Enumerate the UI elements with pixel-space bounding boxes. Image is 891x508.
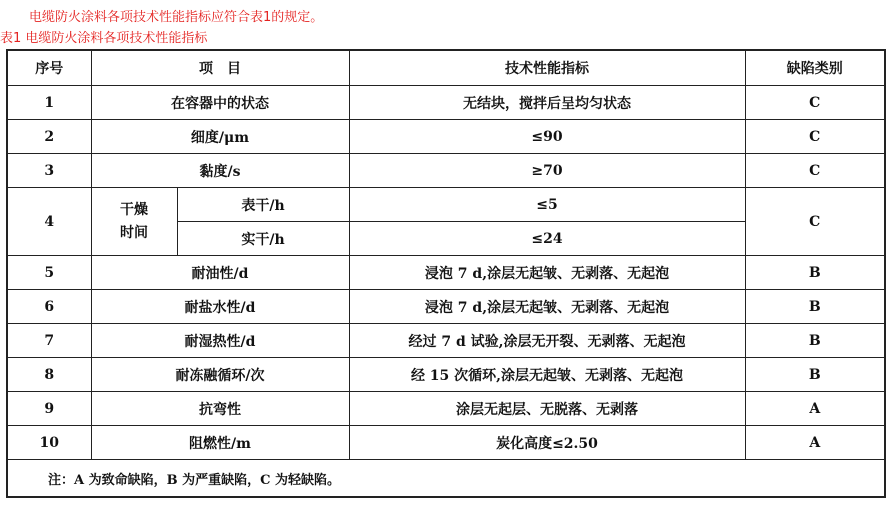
row-spec: ≥70 [349, 154, 745, 188]
row-spec: 炭化高度≤2.50 [349, 426, 745, 460]
spec-table [6, 49, 886, 498]
row-spec: ≤90 [349, 120, 745, 154]
row-class: A [745, 392, 885, 426]
table-row [7, 290, 885, 324]
row-item: 耐盐水性/d [91, 290, 349, 324]
row-item: 耐油性/d [91, 256, 349, 290]
row-no: 6 [7, 290, 91, 324]
row-class: C [745, 120, 885, 154]
row-class: C [745, 86, 885, 120]
row-no: 8 [7, 358, 91, 392]
row-no: 7 [7, 324, 91, 358]
row-subitem: 实干/h [177, 222, 349, 256]
row-class: B [745, 324, 885, 358]
row-no: 4 [7, 188, 91, 256]
row-no: 2 [7, 120, 91, 154]
row-item: 耐湿热性/d [91, 324, 349, 358]
row-group: 干燥 时间 [91, 188, 177, 256]
table-row [7, 392, 885, 426]
table-row [7, 154, 885, 188]
row-no: 1 [7, 86, 91, 120]
header-spec: 技术性能指标 [349, 50, 745, 86]
row-no: 3 [7, 154, 91, 188]
table-row [7, 324, 885, 358]
note-row [7, 460, 885, 498]
table-row [7, 86, 885, 120]
row-no: 10 [7, 426, 91, 460]
table-note: 注：A 为致命缺陷，B 为严重缺陷，C 为轻缺陷。 [7, 460, 885, 498]
row-spec: ≤24 [349, 222, 745, 256]
row-spec: 涂层无起层、无脱落、无剥落 [349, 392, 745, 426]
table-row [7, 426, 885, 460]
table-caption: 表1 电缆防火涂料各项技术性能指标 [0, 31, 208, 46]
row-class: B [745, 256, 885, 290]
header-class: 缺陷类别 [745, 50, 885, 86]
row-item: 黏度/s [91, 154, 349, 188]
row-spec: 浸泡 7 d,涂层无起皱、无剥落、无起泡 [349, 256, 745, 290]
header-item: 项 目 [91, 50, 349, 86]
row-item: 细度/μm [91, 120, 349, 154]
row-no: 5 [7, 256, 91, 290]
row-spec: 无结块，搅拌后呈均匀状态 [349, 86, 745, 120]
row-spec: 经 15 次循环,涂层无起皱、无剥落、无起泡 [349, 358, 745, 392]
row-class: C [745, 188, 885, 256]
table-row [7, 188, 885, 222]
row-class: A [745, 426, 885, 460]
table-row [7, 358, 885, 392]
row-subitem: 表干/h [177, 188, 349, 222]
row-class: B [745, 290, 885, 324]
row-item: 阻燃性/m [91, 426, 349, 460]
header-no: 序号 [7, 50, 91, 86]
header-row [7, 50, 885, 86]
row-item: 在容器中的状态 [91, 86, 349, 120]
intro-text: 电缆防火涂料各项技术性能指标应符合表1的规定。 [29, 10, 324, 25]
row-item: 耐冻融循环/次 [91, 358, 349, 392]
table-row [7, 256, 885, 290]
row-item: 抗弯性 [91, 392, 349, 426]
row-spec: 浸泡 7 d,涂层无起皱、无剥落、无起泡 [349, 290, 745, 324]
row-class: C [745, 154, 885, 188]
row-class: B [745, 358, 885, 392]
table-row [7, 120, 885, 154]
row-no: 9 [7, 392, 91, 426]
row-spec: 经过 7 d 试验,涂层无开裂、无剥落、无起泡 [349, 324, 745, 358]
row-spec: ≤5 [349, 188, 745, 222]
